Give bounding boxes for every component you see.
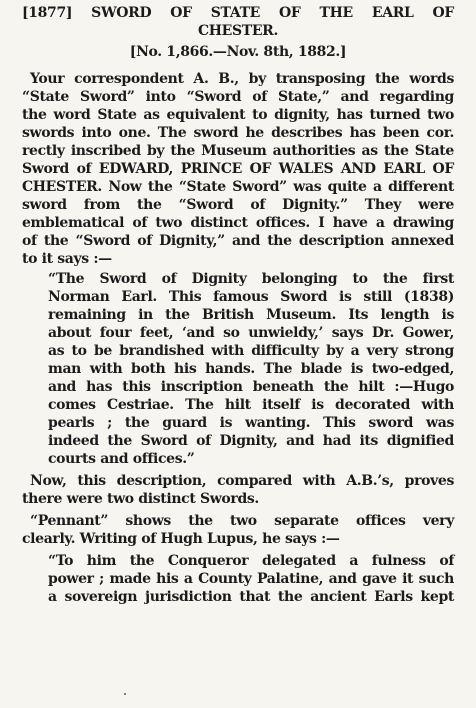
paragraph-2-line-1: Now, this description, compared with A.B.’s, proves [30, 473, 454, 489]
paragraph-1-line-9: emblematical of two distinct offices. I have a drawing [22, 215, 454, 231]
quote-1-line-10: indeed the Sword of Dignity, and had its dignified [48, 433, 454, 449]
paragraph-1-line-3: the word State as equivalent to dignity, has turned two [22, 107, 454, 123]
paragraph-2-line-2: there were two distinct Swords. [22, 491, 259, 507]
quote-1-line-4: about four feet, ‘and so unwieldy,’ says Dr. Gower, [48, 325, 454, 341]
paragraph-1-line-11: to it says :— [22, 251, 112, 267]
quote-1-line-1: “The Sword of Dignity belonging to the first [48, 271, 454, 287]
quote-2-line-2: power ; made his a County Palatine, and gave it such [48, 571, 454, 587]
print-speck [124, 693, 126, 695]
quote-1-line-5: as to be brandished with difficulty by a very strong [48, 343, 454, 359]
paragraph-1-line-1: Your correspondent A. B., by transposing the words [30, 71, 454, 87]
paragraph-1-line-8: sword from the “Sword of Dignity.” They were [22, 197, 454, 213]
quote-1-line-3: remaining in the British Museum. Its length is [48, 307, 454, 323]
article-reference: [No. 1,866.—Nov. 8th, 1882.] [129, 44, 347, 60]
paragraph-1-line-2: “State Sword” into “Sword of State,” and regarding [22, 89, 454, 105]
quote-1-line-9: pearls ; the guard is wanting. This sword was [48, 415, 454, 431]
quote-1-line-7: and has this inscription beneath the hilt :—Hugo [48, 379, 454, 395]
paragraph-1-line-4: swords into one. The sword he describes has been cor. [22, 125, 454, 141]
paragraph-1-line-10: of the “Sword of Dignity,” and the description annexed [22, 233, 454, 249]
quote-1-line-8: comes Cestriae. The hilt itself is decorated with [48, 397, 454, 413]
paragraph-3-line-2: clearly. Writing of Hugh Lupus, he says :— [22, 531, 340, 547]
paragraph-1-line-6: Sword of EDWARD, PRINCE OF WALES AND EARL OF [22, 161, 454, 177]
paragraph-1-line-7: CHESTER. Now the “State Sword” was quite a different [22, 179, 454, 195]
quote-1-line-2: Norman Earl. This famous Sword is still (1838) [48, 289, 454, 305]
paragraph-3-line-1: “Pennant” shows the two separate offices very [30, 513, 454, 529]
paragraph-1-line-5: rectly inscribed by the Museum authorities as the State [22, 143, 454, 159]
article-title-line-2: CHESTER. [198, 23, 278, 39]
quote-2-line-1: “To him the Conqueror delegated a fulness of [48, 553, 454, 569]
quote-2-line-3: a sovereign jurisdiction that the ancient Earls kept [48, 589, 454, 605]
article-title-line-1: [1877] SWORD OF STATE OF THE EARL OF [22, 5, 454, 21]
quote-1-line-6: man with both his hands. The blade is two-edged, [48, 361, 454, 377]
quote-1-line-11: courts and offices.” [48, 451, 195, 467]
